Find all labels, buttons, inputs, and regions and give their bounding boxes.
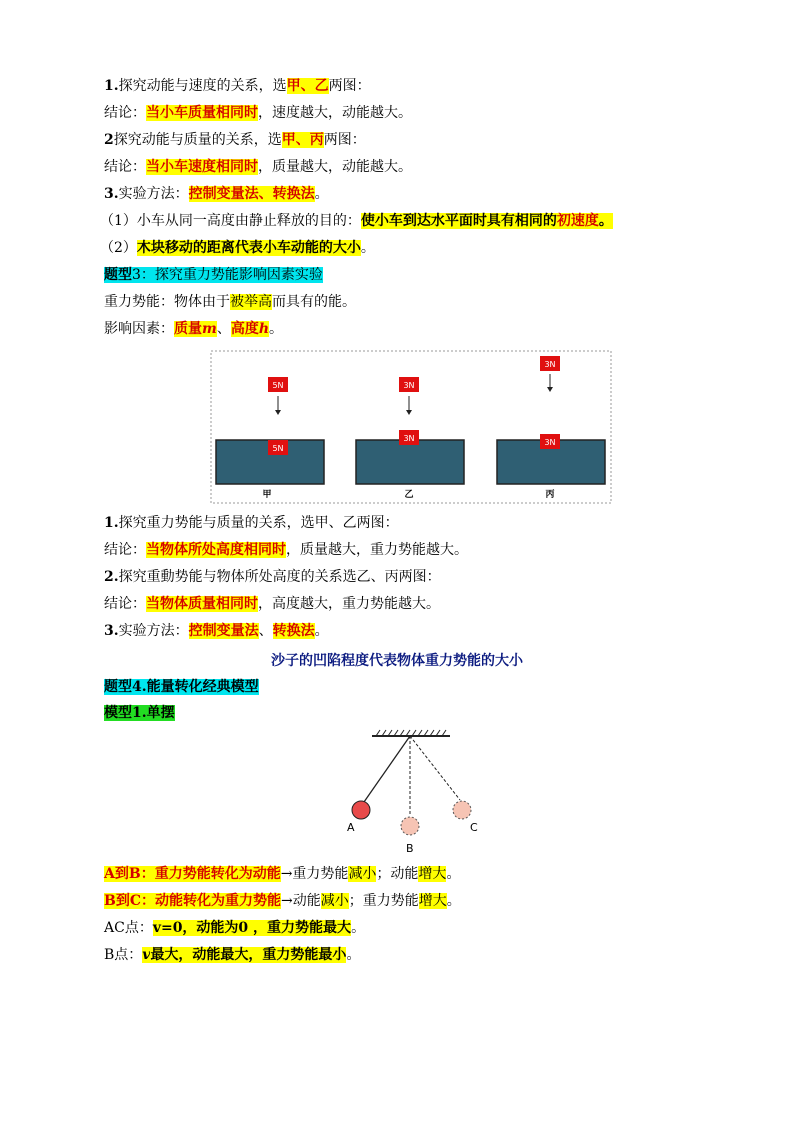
highlight: B到C：动能转化为重力势能	[104, 893, 281, 909]
text: 探究重力势能与质量的关系，选甲、乙两图：	[118, 515, 399, 531]
kinetic-line-3	[104, 130, 366, 150]
label: 结论：	[104, 105, 146, 121]
label: 结论：	[104, 542, 146, 558]
tag: 题型	[104, 679, 132, 695]
tag: 模型	[104, 705, 132, 721]
text: 、	[258, 623, 273, 639]
model-title: 1.单摆	[132, 705, 175, 721]
highlight: v=0，动能为0 ，重力势能最大	[152, 920, 352, 936]
text: 。	[314, 186, 329, 202]
text: 而具有的能。	[272, 294, 356, 310]
pendulum-figure	[330, 728, 500, 856]
highlight: 控制变量法、转换法	[188, 186, 315, 202]
text: ，质量越大，重力势能越大。	[286, 542, 468, 558]
highlight: 减小	[320, 893, 349, 909]
kinetic-line-2	[104, 103, 412, 123]
kinetic-line-5	[104, 184, 329, 204]
kinetic-line-4	[104, 157, 412, 177]
text: 探究动能与质量的关系，选	[113, 132, 282, 148]
label: 结论：	[104, 596, 146, 612]
section-title: 4.能量转化经典模型	[132, 679, 259, 695]
gravity-factors	[104, 319, 283, 339]
highlight: 增大	[418, 866, 447, 882]
text: 。	[446, 893, 461, 909]
block-label: 3N	[544, 360, 556, 369]
gravity-definition	[104, 292, 356, 312]
label: 结论：	[104, 159, 146, 175]
symbol-h: h	[258, 321, 270, 337]
text: 。	[346, 947, 361, 963]
kinetic-line-1	[104, 76, 371, 96]
energy-line-3	[104, 918, 365, 938]
text: 探究重動势能与物体所处高度的关系选乙、丙两图：	[118, 569, 441, 585]
item-number: 2.	[104, 569, 119, 585]
text: 。	[446, 866, 461, 882]
highlight: 最大，动能最大，重力势能最小	[150, 947, 347, 963]
highlight: 高度	[230, 321, 259, 337]
text: 两图：	[323, 132, 366, 148]
label: AC点：	[104, 920, 153, 936]
gravity-line-2	[104, 540, 468, 560]
highlight: 增大	[418, 893, 447, 909]
gravity-line-1	[104, 513, 399, 533]
highlight: 减小	[348, 866, 377, 882]
sand-box	[356, 440, 464, 484]
symbol-m: m	[202, 321, 217, 337]
sand-note: 沙子的凹陷程度代表物体重力势能的大小	[271, 653, 523, 669]
item-number: 3.	[104, 623, 119, 639]
text: 。	[314, 623, 329, 639]
label-c: C	[470, 821, 478, 834]
highlight: 当物体所处高度相同时	[146, 542, 286, 558]
text: 、	[216, 321, 231, 337]
highlight: 甲、丙	[281, 132, 324, 148]
highlight: 甲、乙	[286, 78, 329, 94]
text: 。	[351, 920, 366, 936]
gravity-line-3	[104, 567, 441, 587]
block-label: 5N	[272, 381, 284, 390]
item-number: 2	[104, 132, 114, 148]
item-number: 3.	[104, 186, 119, 202]
block-label: 5N	[272, 444, 284, 453]
highlight: 质量	[174, 321, 202, 337]
kinetic-line-6	[100, 211, 613, 231]
block-label: 3N	[403, 434, 415, 443]
text: 实验方法：	[118, 623, 189, 639]
label: B点：	[104, 947, 143, 963]
model-1-heading	[104, 703, 175, 723]
text: 。	[360, 240, 375, 256]
text: 探究动能与速度的关系，选	[118, 78, 287, 94]
block-label: 3N	[403, 381, 415, 390]
item-number: 1.	[104, 515, 119, 531]
highlight: 转换法	[272, 623, 315, 639]
text: 重力势能：物体由于	[104, 294, 230, 310]
highlight: 被举高	[230, 294, 272, 310]
highlight: A到B：重力势能转化为动能	[104, 866, 281, 882]
text: （1）小车从同一高度由静止释放的目的：	[100, 213, 361, 229]
text: ，速度越大，动能越大。	[258, 105, 412, 121]
string-a	[364, 736, 410, 802]
ball-a	[352, 801, 370, 819]
item-number: 1.	[104, 78, 119, 94]
highlight: 使小车到达水平面时具有相同的	[360, 213, 557, 229]
panel-label: 丙	[545, 490, 555, 500]
section-3-heading	[104, 265, 323, 285]
section-4-heading	[104, 677, 259, 697]
panel-label: 乙	[404, 490, 414, 500]
tag: 题型	[104, 267, 132, 283]
energy-line-1	[104, 864, 460, 884]
kinetic-line-7	[100, 238, 375, 258]
text: →重力势能	[280, 866, 349, 882]
text: →动能	[280, 893, 321, 909]
text: 两图：	[328, 78, 371, 94]
highlight: 。	[598, 213, 613, 229]
label: 影响因素：	[104, 321, 174, 337]
energy-line-2	[104, 891, 461, 911]
ball-b	[401, 817, 419, 835]
text: ，高度越大，重力势能越大。	[258, 596, 440, 612]
label-a: A	[347, 821, 355, 834]
highlight: 当物体质量相同时	[146, 596, 258, 612]
gravity-experiment-figure	[210, 350, 612, 504]
highlight: 当小车质量相同时	[146, 105, 258, 121]
highlight: 当小车速度相同时	[146, 159, 258, 175]
text: （2）	[100, 240, 137, 256]
ball-c	[453, 801, 471, 819]
text: ；重力势能	[348, 893, 419, 909]
section-title: 3：探究重力势能影响因素实验	[132, 267, 323, 283]
text: 实验方法：	[118, 186, 189, 202]
symbol-v: v	[142, 947, 151, 963]
block-label: 3N	[544, 438, 556, 447]
highlight: 控制变量法	[188, 623, 259, 639]
highlight: 木块移动的距离代表小车动能的大小	[136, 240, 361, 256]
label-b: B	[406, 842, 414, 855]
text: 。	[269, 321, 284, 337]
text: ，质量越大，动能越大。	[258, 159, 412, 175]
text: ；动能	[376, 866, 419, 882]
highlight: 初速度	[556, 213, 599, 229]
gravity-line-5	[104, 621, 329, 641]
energy-line-4	[104, 945, 360, 965]
string-c	[410, 736, 460, 800]
gravity-line-4	[104, 594, 440, 614]
panel-label: 甲	[262, 490, 272, 500]
